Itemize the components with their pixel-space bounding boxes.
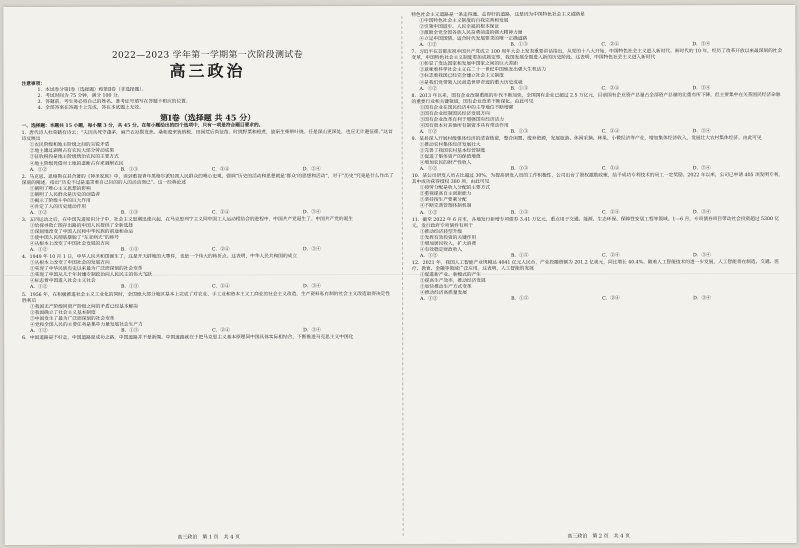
answer-choice: C．②④ — [601, 253, 620, 259]
question-option: ③加快推动生产方式变革 — [420, 284, 472, 291]
question-option: ③激励全党全国各族人民奋勇前进的强大精神力量 — [419, 30, 523, 37]
answer-choices — [22, 328, 394, 335]
question-option: ④有效稳定财政收入 — [419, 247, 463, 253]
answer-choice: B．①③ — [121, 328, 139, 334]
question-item — [22, 174, 394, 217]
question-stem: 11．截至 2022 年 6 月末，各地发行新增专项债券 3.41 万亿元，重点用于交通、能源、生态环保、保障性安居工程等领域。1—6 月，专项债券项目带动社会投资超过 5300 亿元。发行政府专项债券有利于 — [411, 216, 780, 229]
answer-choices — [412, 296, 784, 303]
question-option: ④党和全国人民的主要任务是集中力量发展社会生产力 — [30, 322, 143, 328]
right-question-list — [411, 12, 784, 303]
question-item — [22, 130, 394, 173]
answer-choice: B．①③ — [510, 166, 529, 172]
notes-label: 注意事项： — [21, 81, 45, 87]
answer-choice: B．①③ — [510, 210, 529, 216]
answer-choice: A．①② — [29, 248, 48, 254]
answer-choices — [22, 247, 394, 254]
answer-choice: A．①② — [419, 43, 437, 49]
note-item: 2．考试时间为 75 分钟，满分 100 分。 — [37, 93, 123, 100]
answer-choice: B．①③ — [120, 210, 139, 216]
question-item — [22, 292, 394, 335]
question-option: ③国有企业改革有利于增强国有经济活力 — [419, 117, 504, 123]
question-stem: 4．1949 年 10 月 1 日，中华人民共和国诞生了。这是开天辟地的大事件，也是一个伟大的转折点。这表明，中华人民共和国的成立 — [21, 254, 298, 261]
question-option: ①彰显了发达国家和发展中国家之间的巨大差距 — [419, 62, 518, 68]
left-column — [21, 12, 394, 342]
answer-choice: A．①② — [30, 328, 48, 334]
question-option: ②实现了中华民族有史以来最为广泛而深刻的社会变革 — [29, 266, 143, 273]
question-item — [412, 93, 784, 136]
column-divider — [401, 16, 403, 536]
answer-choice: D．③④ — [692, 42, 711, 48]
answer-choice: B．①③ — [510, 42, 528, 48]
answer-choice: D．③④ — [302, 247, 321, 253]
answer-choice: D．③④ — [302, 210, 321, 216]
question-option: ①从根本上改变了中国社会的发展方向 — [29, 261, 110, 267]
answer-choice: C．②④ — [212, 284, 230, 290]
question-option: ④国有资本对其他所有制资本具有带动作用 — [419, 123, 509, 129]
answer-choice: A．①② — [420, 297, 438, 303]
answer-choice: D．③④ — [692, 209, 711, 215]
question-option: ②提高生产效率，推动经济发展 — [420, 278, 486, 284]
question-option: ②国有企业控制国民经济发展方向 — [419, 111, 490, 117]
note-item: 4．全部答案在答题卡上完成，答在本试题上无效。 — [37, 105, 144, 112]
question-option: ①推动农村集体经济发展壮大 — [419, 142, 481, 148]
question-option: ②我国确立了社会主义基本制度 — [30, 310, 96, 316]
question-option: ④立足中国国情、适合时代发展要求的唯一正确道路 — [419, 36, 528, 43]
question-option: ②意味着科学社会主义在二十一世纪中国焕发出强大生机活力 — [419, 68, 547, 74]
question-item — [411, 12, 783, 49]
question-option: ④肯定了人的历史能动作用 — [29, 204, 87, 210]
answer-choices — [22, 210, 394, 217]
question-item — [412, 217, 784, 260]
answer-choice: A．①② — [419, 253, 438, 259]
right-column — [411, 11, 784, 303]
answer-choice: B．①③ — [511, 296, 529, 302]
question-item — [412, 173, 784, 216]
answer-choice: D．③④ — [302, 166, 321, 172]
question-option: ②重视提高自主创新能力 — [419, 192, 472, 198]
answer-choice: C．②④ — [211, 210, 230, 216]
question-option: ③促进了集体资产的保值增值 — [419, 154, 481, 161]
exam-subject: 高三政治 — [169, 61, 246, 81]
question-stem: 7．习近平在首都庆祝中国共产党成立 100 周年大会上发表重要讲话指出，从党的十八大开始，中国特色社会主义进入新时代。新时代的 10 年，经历了改革开放以来最深刻的社会变革，中国特色社会主义制度更加成熟定型，我国发展全面进入新的历史阶段。这表明，中国特色社会主义进入新时代 — [411, 49, 783, 62]
question-option: ③实现了中国从几千年封建专制政治向人民民主的伟大飞跃 — [29, 273, 152, 279]
answer-choice: D．③④ — [692, 129, 711, 135]
answer-choice: B．①③ — [510, 253, 529, 259]
answer-choice: C．②④ — [601, 166, 620, 172]
question-option: ①农民阶级和地主阶级之间的尖锐矛盾 — [29, 143, 110, 149]
note-item: 1．本试卷分第Ⅰ卷（选择题）和第Ⅱ卷（非选择题）。 — [37, 87, 147, 93]
answer-choice: A．①② — [419, 167, 438, 173]
question-stem: 8．2013 年以来，国有企业改制重组的步伐不断加快，全国国有企业已超过 2.5 万亿元，目前国有企业资产总量占全部资产总量的比重有所下降，但主要集中在关系国民经济命脉的重要行业和关键领域，国有企业改革不断深化。由此可见 — [411, 92, 781, 105]
question-option: ①促进新产业、新模式的产生 — [419, 272, 481, 278]
page-footer-right: 高三政治 第 2 页 共 4 页 — [567, 533, 631, 540]
question-stem: 9．某县深入开展村级集体经济的清查核资，整合闲置、废弃资源，发展旅游、休闲采摘、林果、小微经济等产业，增加集体经济收入，发展壮大农村集体经济。由此可见 — [411, 135, 762, 142]
question-option: ④不断完善管理体制机制 — [419, 204, 472, 210]
question-stem: 10．某公司研发人员占比超过 30%，为提高研发人员的工作积极性，公司出台了股权激励政策，给予成功专利技术的员工一定奖励。2022 年以来，公司已申请 405 项发明专利，其中成功获得授权 380 项。由此可见 — [411, 173, 784, 186]
question-stem: 5．1956 年，在积极推进社会主义工业化的同时，全国绝大部分地区基本上完成了对农业、手工业和资本主义工商业的社会主义改造，生产资料私有制的社会主义改造取得决定性胜利后 — [22, 291, 391, 304]
question-option: ①给探寻救亡图存出路的中国人民提供了全新选择 — [29, 223, 134, 229]
question-option: ②完善了我国农村基本经营制度 — [419, 148, 486, 154]
question-stem: 1．唐代诗人杜荀鹤有诗云：“夫因兵死守蓬茅，麻苎衣衫鬓发焦。桑柘废来犹纳税，田园荒后尚征苗。时挑野菜和根煮，旋斫生柴带叶烧。任是深山更深处，也应无计避征徭。”这首诗反映出 — [21, 130, 393, 143]
note-item: 3．答题前，考生务必将自己的姓名、准考证号填写在答题卡相应的位置。 — [37, 99, 191, 106]
answer-choice: A．①② — [29, 210, 48, 216]
question-option: ④从根本上改变了中国社会发展的方向 — [29, 241, 110, 248]
question-stem: 特色社会主义道路是一条走得通、走得好的道路，这是因为中国特色社会主义道路是 — [411, 12, 585, 18]
question-option: ③征收税役是地主阶级统治农民的主要方式 — [29, 155, 119, 161]
question-option: ④地主阶级凭借对土地的垄断占有来剥削农民 — [29, 161, 124, 167]
question-item — [22, 217, 394, 254]
question-option: ①国有企业在国民经济中的主导地位不断增强 — [419, 105, 514, 111]
question-option: ②阐明了人民群众是历史的创造者 — [29, 192, 101, 198]
answer-choice: C．②④ — [602, 296, 620, 302]
answer-choices — [22, 167, 394, 174]
question-option: ①按劳分配是收入分配的主要方式 — [419, 186, 491, 192]
answer-choice: B．①③ — [510, 86, 529, 92]
answer-choice: D．③④ — [692, 85, 711, 91]
question-option: ②引领中国进步、人民幸福的根本保证 — [419, 24, 500, 31]
question-option: ④是我们党带领人民创造世界奇迹的重大历史成就 — [419, 80, 523, 86]
answer-choices — [412, 209, 784, 216]
question-item — [22, 254, 394, 291]
notes-block — [21, 81, 393, 112]
question-option: ④标志着中国进入社会主义社会 — [30, 279, 96, 285]
answer-choice: C．②④ — [212, 328, 230, 334]
question-option: ①中国特色社会主义制度的自我完善和发展 — [419, 18, 509, 24]
answer-choice: A．①② — [30, 285, 48, 291]
answer-choice: D．③④ — [303, 284, 321, 290]
exam-title: 2022—2023 学年第一学期第一次阶段测试卷 — [111, 50, 303, 61]
answer-choices — [412, 86, 784, 93]
question-option: ①推动经济转型升级 — [419, 229, 463, 235]
question-option: ①阐明了唯心主义思想的影响 — [29, 186, 91, 192]
section-instruction: 一、选择题：本题共 15 小题，每小题 3 分，共 45 分。在每小题给出的四个选项中，只有一项是符合题目要求的。 — [21, 123, 264, 130]
answer-choice: C．②④ — [211, 247, 230, 253]
answer-choices — [412, 129, 784, 136]
answer-choice: B．①③ — [121, 285, 139, 291]
left-question-list — [22, 130, 395, 342]
question-option: ③标志着我国已经完全建立社会主义制度 — [419, 74, 504, 80]
answer-choice: C．②④ — [211, 167, 230, 173]
answer-choice: C．②④ — [601, 85, 620, 92]
question-option: ④增加农民的财产性收入 — [419, 160, 472, 167]
answer-choices — [22, 284, 394, 291]
question-option: ②发挥有效投资的关键作用 — [419, 235, 477, 241]
answer-choice: D．③④ — [692, 253, 711, 259]
answer-choice: A．①② — [419, 86, 437, 92]
answer-choice: C．②④ — [601, 129, 620, 135]
question-option: ①我国无产阶级同资产阶级之间的矛盾已经基本解决 — [30, 304, 138, 310]
question-stem: 12．2021 年，我国人工智能产业规模达 4041 亿元人民币，产业投融资额为 201.2 亿美元，同比增长 40.4%。随着人工智能技术的进一步发展，人工智能将在制造、交通、医疗、教育、金融等领域广泛应用。这表明，人工智能的发展 — [411, 259, 780, 272]
answer-choice: B．①③ — [120, 247, 139, 253]
question-option: ②地主通过剥削占有农民大部分劳动成果 — [29, 149, 115, 155]
question-option: ②深刻地改变了中国人民和中华民族的前途和命运 — [29, 229, 134, 236]
answer-choice: C．②④ — [601, 42, 620, 48]
question-item — [412, 136, 784, 173]
question-stem: 3．五四运动之后，在中国先进知识分子中，社会主义思潮迅速兴起，在马克思列宁主义同中国工人运动相结合的进程中，中国共产党诞生了。中国共产党的诞生 — [21, 217, 353, 223]
page-footer-left: 高三政治 第 1 页 共 4 页 — [177, 534, 241, 541]
question-item — [411, 49, 783, 92]
answer-choices — [412, 253, 784, 260]
question-option: ③揭示了阶级斗争的巨大作用 — [29, 198, 91, 204]
section-title: 第Ⅰ卷（选择题 共 45 分） — [159, 112, 256, 123]
question-option: ③坚持按生产要素分配 — [419, 198, 467, 204]
question-option: ④推动经济高质量发展 — [420, 290, 467, 297]
question-stem: 2．马克思、恩格斯在其合著的《神圣家族》中，谈到重视青年黑格尔派轻视人民群众的唯心史观，强调“历史的活动和思想就是‘群众’的思想和活动”，对于“历史”究竟是什么作出了深刻的阐述，指出“历史不过是追求着自己目的的人的活动而已”。这一经典论述 — [21, 173, 394, 186]
answer-choice: A．①② — [419, 210, 438, 216]
answer-choice: A．①② — [419, 129, 438, 135]
question-option: ③使中国人民彻底摆脱了“东亚病夫”的称号 — [29, 235, 120, 242]
answer-choice: B．①③ — [120, 167, 139, 173]
answer-choice: A．①② — [29, 167, 48, 173]
answer-choice: B．①③ — [510, 129, 529, 135]
answer-choice: D．③④ — [692, 166, 711, 172]
answer-choice: C．②④ — [601, 209, 620, 215]
question-item — [22, 335, 394, 342]
question-option: ③增加居民收入，扩大消费 — [419, 241, 477, 247]
question-option: ③中国发生了最为广泛而深刻的社会变革 — [30, 316, 115, 322]
answer-choices — [412, 166, 784, 173]
answer-choice: D．③④ — [693, 296, 711, 302]
question-stem: 6．中国道路是不好走，中国道路是成功之路。中国道路并不是新闻。中国道路就在于把马克思主义基本原理同中国具体实际相结合，不断推进马克思主义中国化 — [22, 334, 354, 341]
exam-sheet — [3, 5, 796, 545]
question-item — [412, 260, 784, 303]
answer-choice: D．③④ — [303, 327, 321, 334]
